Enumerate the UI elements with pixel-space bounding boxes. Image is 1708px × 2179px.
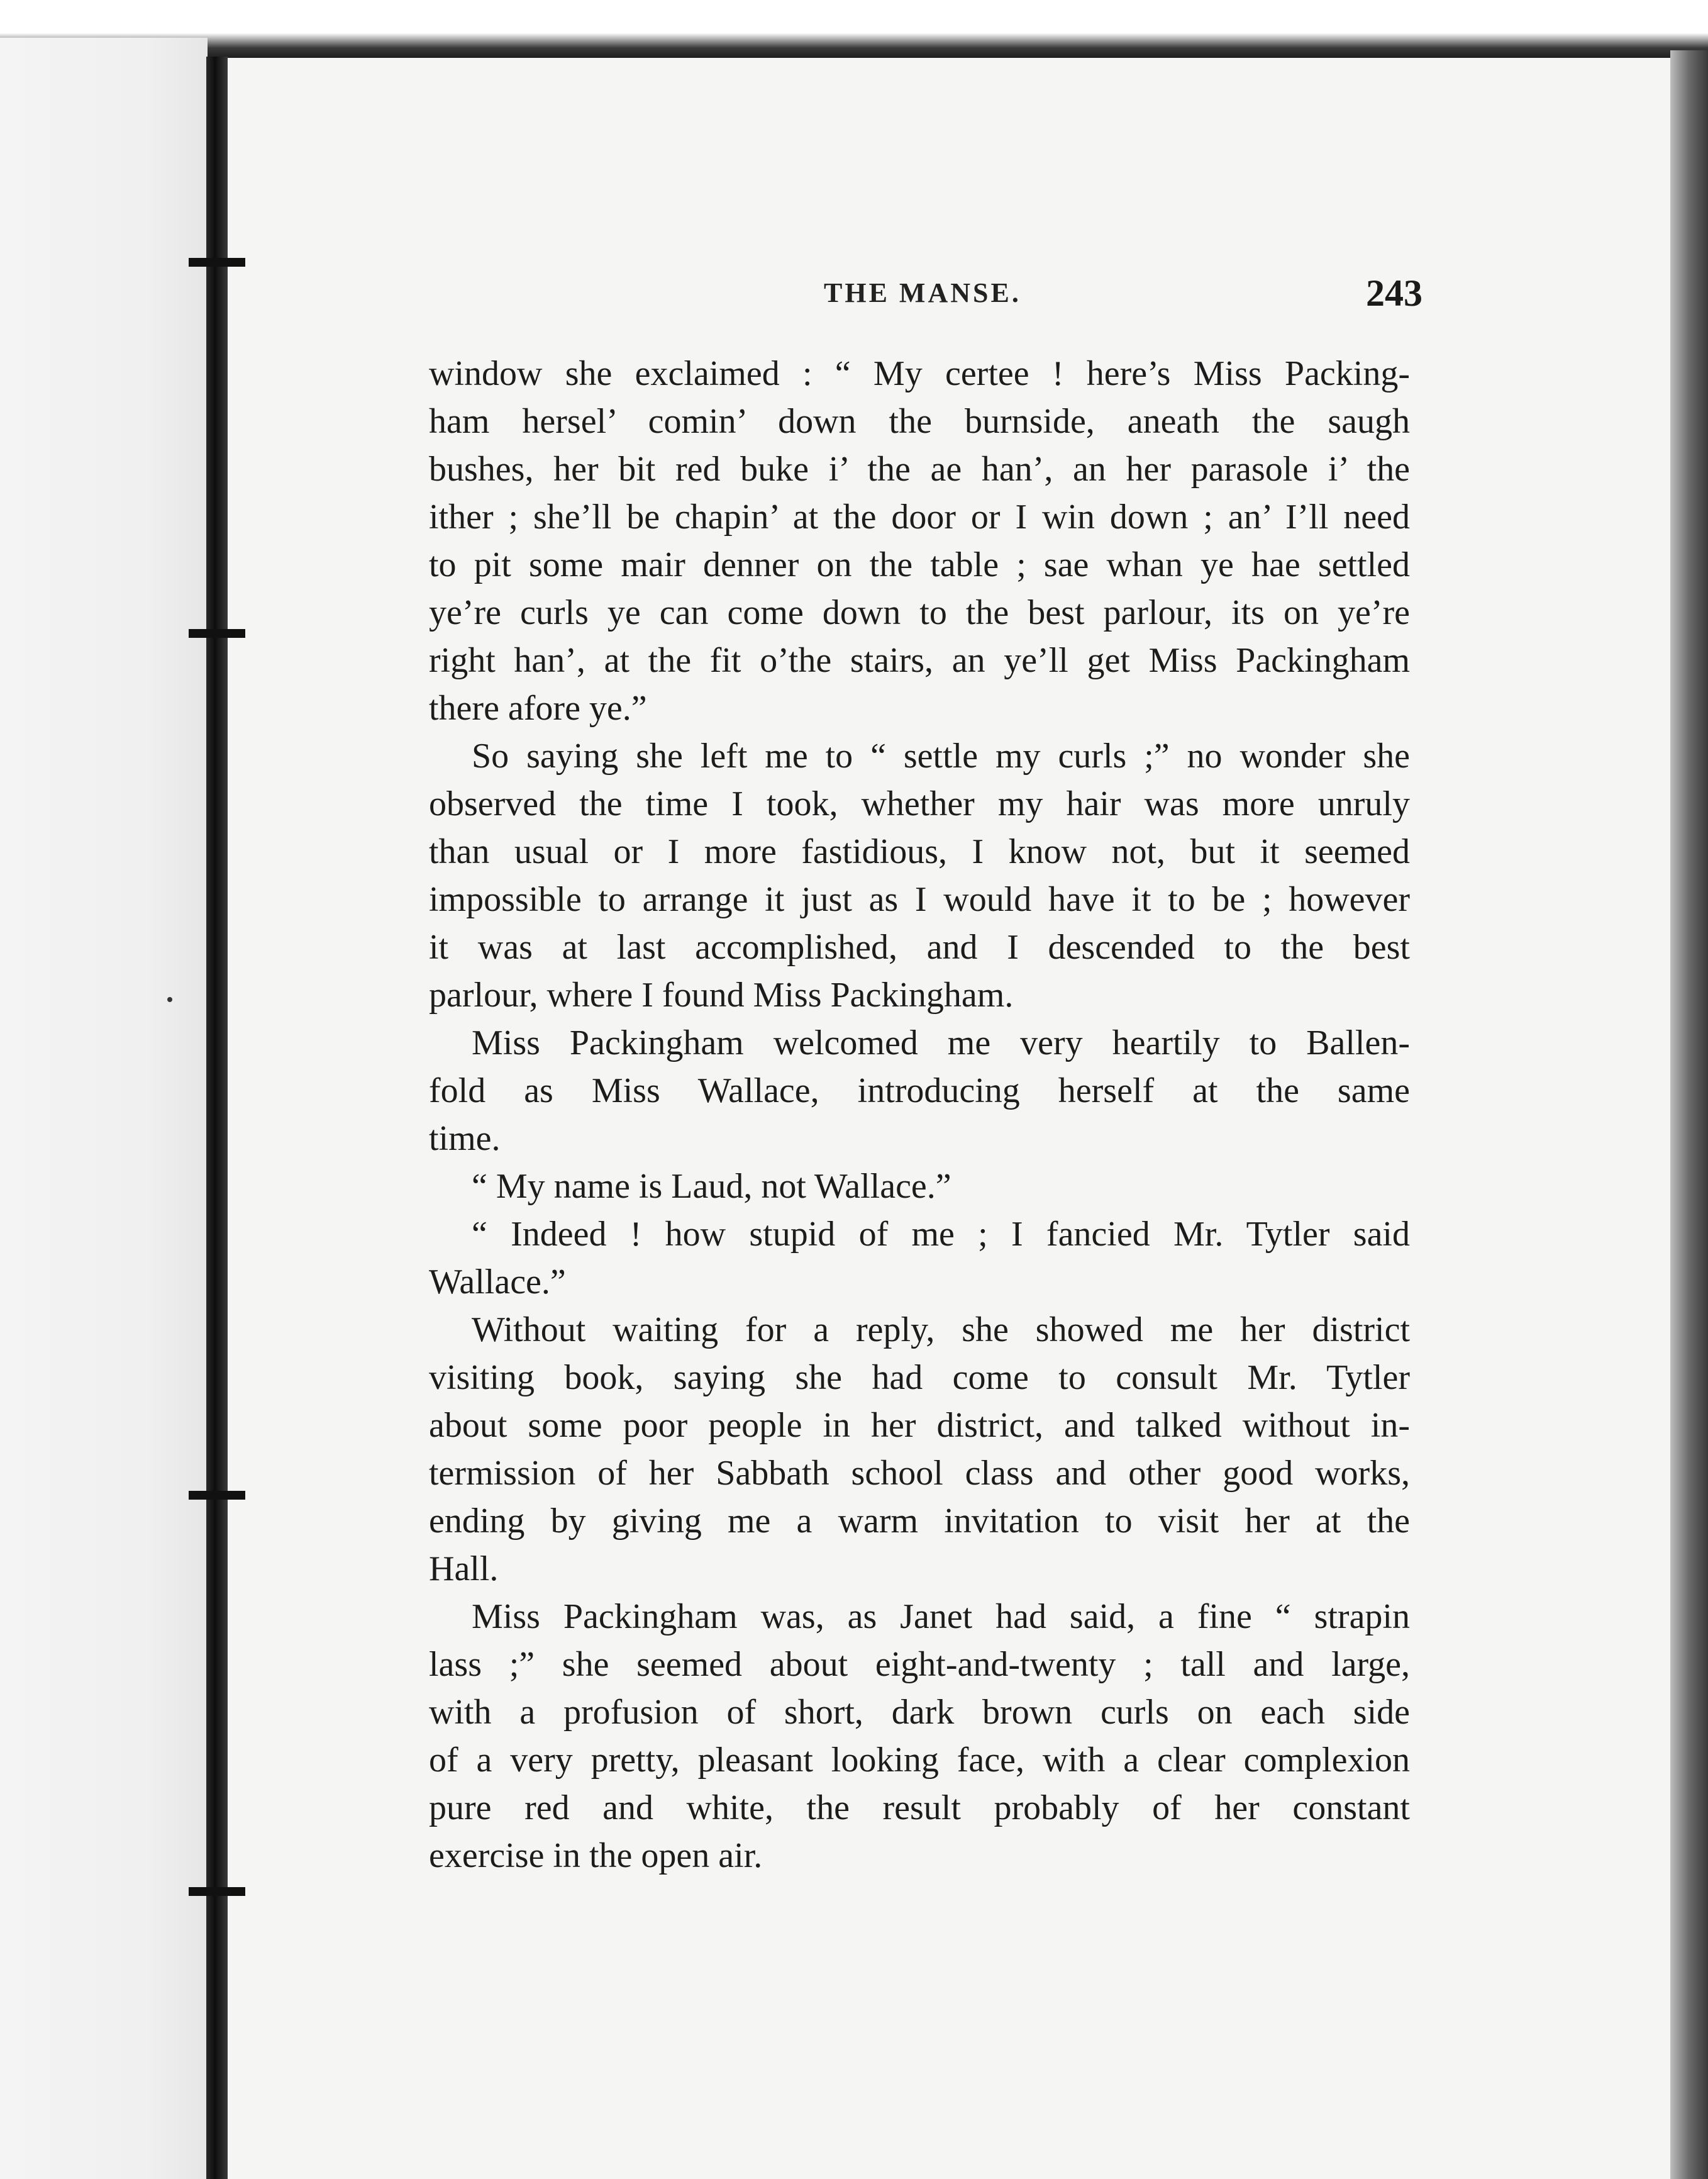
text-line: lass ;” she seemed about eight-and-twenty ; tall and large,: [429, 1645, 1410, 1684]
previous-page-edge: [0, 38, 208, 2179]
running-head: THE MANSE.: [824, 277, 1021, 308]
text-line: it was at last accomplished, and I descended to the best: [429, 928, 1410, 967]
text-line: Miss Packingham was, as Janet had said, a fine “ strapin: [472, 1597, 1410, 1636]
text-line: ye’re curls ye can come down to the best parlour, its on ye’re: [429, 593, 1410, 632]
text-line: “ Indeed ! how stupid of me ; I fancied Mr. Tytler said: [472, 1215, 1410, 1254]
binding-thread-mark: [189, 1887, 245, 1896]
text-line: time.: [429, 1119, 501, 1158]
text-line: visiting book, saying she had come to consult Mr. Tytler: [429, 1358, 1410, 1397]
text-line: termission of her Sabbath school class and other good works,: [429, 1454, 1410, 1493]
text-line: there afore ye.”: [429, 689, 647, 728]
text-line: fold as Miss Wallace, introducing herself at the same: [429, 1071, 1410, 1110]
text-line: of a very pretty, pleasant looking face, with a clear complexion: [429, 1741, 1410, 1780]
text-line: with a profusion of short, dark brown curls on each side: [429, 1693, 1410, 1732]
text-line: ham hersel’ comin’ down the burnside, aneath the saugh: [429, 402, 1410, 441]
text-line: Without waiting for a reply, she showed me her district: [472, 1310, 1410, 1349]
text-line: So saying she left me to “ settle my curls ;” no wonder she: [472, 737, 1410, 776]
text-line: bushes, her bit red buke i’ the ae han’, an her parasole i’ the: [429, 450, 1410, 489]
text-line: observed the time I took, whether my hair was more unruly: [429, 784, 1410, 823]
text-line: ending by giving me a warm invitation to visit her at the: [429, 1502, 1410, 1541]
text-line: “ My name is Laud, not Wallace.”: [472, 1167, 951, 1206]
text-line: window she exclaimed : “ My certee ! here’s Miss Packing-: [429, 354, 1410, 393]
text-line: Wallace.”: [429, 1262, 566, 1301]
text-line: to pit some mair denner on the table ; sae whan ye hae settled: [429, 545, 1410, 584]
text-line: Miss Packingham welcomed me very heartily to Ballen-: [472, 1023, 1410, 1062]
text-line: ither ; she’ll be chapin’ at the door or I win down ; an’ I’ll need: [429, 498, 1410, 537]
text-line: pure red and white, the result probably of her constant: [429, 1788, 1410, 1827]
text-line: Hall.: [429, 1549, 499, 1588]
text-line: exercise in the open air.: [429, 1836, 763, 1875]
scan-top-edge: [0, 0, 1708, 60]
body-text: [429, 350, 1410, 1880]
page-number: 243: [1366, 272, 1422, 314]
binding-thread-mark: [189, 1491, 245, 1500]
book-binding-gutter: [206, 57, 228, 2179]
binding-thread-mark: [189, 629, 245, 638]
text-line: impossible to arrange it just as I would have it to be ; however: [429, 880, 1410, 919]
scan-right-edge: [1670, 50, 1708, 2179]
text-line: parlour, where I found Miss Packingham.: [429, 976, 1014, 1015]
text-line: about some poor people in her district, and talked without in-: [429, 1406, 1410, 1445]
binding-thread-mark: [189, 258, 245, 267]
text-line: than usual or I more fastidious, I know not, but it seemed: [429, 832, 1410, 871]
text-line: right han’, at the fit o’the stairs, an ye’ll get Miss Packingham: [429, 641, 1410, 680]
stray-ink-dot: [167, 997, 172, 1002]
